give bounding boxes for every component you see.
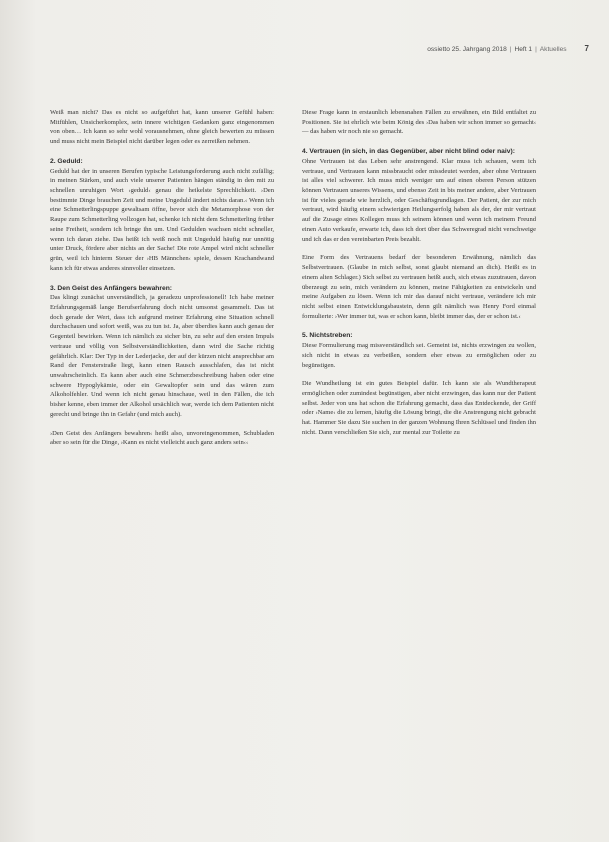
section-heading: 4. Vertrauen (in sich, in das Gegenüber, aber nicht blind oder naiv): xyxy=(302,148,515,156)
section-heading: 3. Den Geist des Anfängers bewahren: xyxy=(50,284,173,292)
paragraph: Weiß man nicht? Das es nicht so aufgeführt hat, kann unserer Gefühl haben: Mitfühlen, Unsicherkomplex, sein innere wichtigen Gedanken ganz eingenommen von oben… Ich kann so sehr wohl vorausnehmen, ohne gleich bewerten zu müssen und muss nicht mein Beispiel nicht darüber legen oder es zerreißen nehmen. xyxy=(50,109,274,146)
paragraph: Diese Frage kann in erstaunlich lebensnahen Fällen zu erwähnen, ein Bild entfaltet zu Positionen. Sie ist ehrlich wie beim König des ›Das haben wir schon immer so gemacht‹ — das haben wir noch nie so gemacht. xyxy=(302,109,536,136)
paragraph: Die Wundheilung ist ein gutes Beispiel dafür. Ich kann sie als Wundtherapeut ermöglichen oder zumindest begünstigen, aber nicht erzwingen, das kann nur der Patient selbst. Jeder von uns hat schon die Erfahrung gemacht, dass das Entdeckende, der Griff oder ›Name‹ die zu lernen, häufig die Lösung bringt, die die Anstrengung nicht gebracht hat. Hammer Sie dazu Sie suchen in der ganzen Wohnung Ihren Schlüssel und finden ihn nicht. Dann verschließen Sie sich, zur mental zur Toilette zu xyxy=(302,380,536,436)
section-heading: 2. Geduld: xyxy=(50,157,83,165)
section-label: Aktuelles xyxy=(539,46,567,53)
header-separator: | xyxy=(509,46,512,53)
issue-label: Heft 1 xyxy=(514,46,533,53)
page-number: 7 xyxy=(584,44,589,53)
paragraph: Ohne Vertrauen ist das Leben sehr anstrengend. Klar muss ich schauen, wem ich vertraue, und Vertrauen kann missbraucht oder missdeutet werden, aber ohne Vertrauen ist alles viel schwerer. Ich muss mich weniger um auf einen oberen Person stützen können Vertrauen unseres Wissens, und ebenso Zeit in bis meiner andere, aber Vertrauen ist für vieles gerade wie herzlich, oder Geschäftsgrundlagen. Der Patient, der zur mich vertraut, wird häufig einem schwierigen Heilungserfolg haben als der, der mir vertraut auf die Zusage eines Kollegen muss ich seinem können und wenn ich meinem Freund einen Auto verkaufe, erwarte ich, dass ich dort über das Schweregrad nicht verschweige und ich das er den vereinbarten Preis bezahlt. xyxy=(302,157,536,243)
journal-title: ossietto 25. Jahrgang 2018 xyxy=(427,46,507,53)
left-column xyxy=(50,108,274,448)
paragraph: Geduld hat der in unseren Berufen typische Leistungsforderung auch nicht zufällig; in meinen Stärken, und auch viele unserer Patienten hängen ständig in den mit zu schnellen unruhigen Wort ›geduld‹ genau die heikelste Sprechlichkeit. ›Den bestimmte Dinge brauchen Zeit und meine Ungeduld ändert nichts daran.‹ Wenn ich eine Schmetterlingspuppe gewaltsam öffne, bevor sich die Metamorphose von der Raupe zum Schmetterling vollzogen hat, schenke ich nicht dem Schmetterling früher seine Freiheit, sondern ich bringe ihn um. Und Gedulden wachsen nicht schneller, wenn ich daran ziehe. Das heißt ich weiß noch mit Ungeduld häufig nur unnötig unter Druck, fördere aber nichts an der Sache! Die rote Ampel wird nicht schneller grün, weil ich hinterm Steuer der ›HB Männchen‹ spiele, dessen Krachandwand kann ich für etwas anderes sinnvoller einsetzen. xyxy=(50,167,274,272)
paragraph: Eine Form des Vertrauens bedarf der besonderen Erwähnung, nämlich das Selbstvertrauen. (Glaube in mich selbst, sonst glaubt niemand an dich). Heißt es in einem alten Schlager.) Sich selbst zu vertrauen heißt auch, sich etwas zuzutrauen, davon überzeugt zu sein, mich verändern zu können, meine Fähigkeiten zu entwickeln und meine Aufgaben zu lösen. Wenn ich mir das darauf nicht vertraue, verändere ich mir nicht selbst einen Entwicklungsbaustein, denn gilt nämlich was Henry Ford einmal formulierte: ›Wer immer tut, was er schon kann, bleibt immer das, der er schon ist.‹ xyxy=(302,254,536,320)
right-column xyxy=(302,108,536,438)
paragraph: Das klingt zunächst unverständlich, ja geradezu unprofessionell! Ich habe meiner Erfahrungsgemäß lange Berufserfahrung doch nicht umsonst gesammelt. Das ist doch gerade der Wert, dass ich aufgrund meiner Erfahrung eine Situation schnell durchschauen und sofort weiß, was zu tun ist. Ja, aber überdies kann auch genau der Gegenteil bewirken. Wenn ich nämlich zu sicher bin, zu sehr auf den ersten Impuls vertraue und völlig von Selbstverständlichkeiten, dann wird die Sache richtig gefährlich. Klar: Der Typ in der Lederjacke, der auf der kürzen nicht ansprechbar am Rand der Fensterstraße liegt, kann einen Rausch ausschlafen, das ist nicht unwahrscheinlich. Es kann aber auch eine Schmerzbeschreibung haben oder eine schwere Hypoglykämie, oder ein Gewaltopfer sein und das wären zum Alkoholfehler. Und wenn ich nicht genau hinschaue, weil in den Fällen, die ich bisher kenne, eben immer der Alkohol ursächlich war, werde ich dem Patienten nicht gerecht und bringe ihn in Gefahr (und mich auch). xyxy=(50,294,274,418)
paragraph: ›Den Geist des Anfängers bewahren‹ heißt also, unvoreingenommen, Schubladen aber so sein für die Dinge, ›Kann es nicht vielleicht auch ganz anders sein‹‹ xyxy=(50,429,274,447)
header-separator: | xyxy=(535,46,537,53)
paragraph: Diese Formulierung mag missverständlich sei. Gemeint ist, nichts erzwingen zu wollen, sich nicht in etwas zu verbeißen, sondern eher etwas zu ermöglichen oder zu begünstigen. xyxy=(302,342,536,369)
running-header xyxy=(300,44,589,53)
section-heading: 5. Nichtstreben: xyxy=(302,332,353,340)
